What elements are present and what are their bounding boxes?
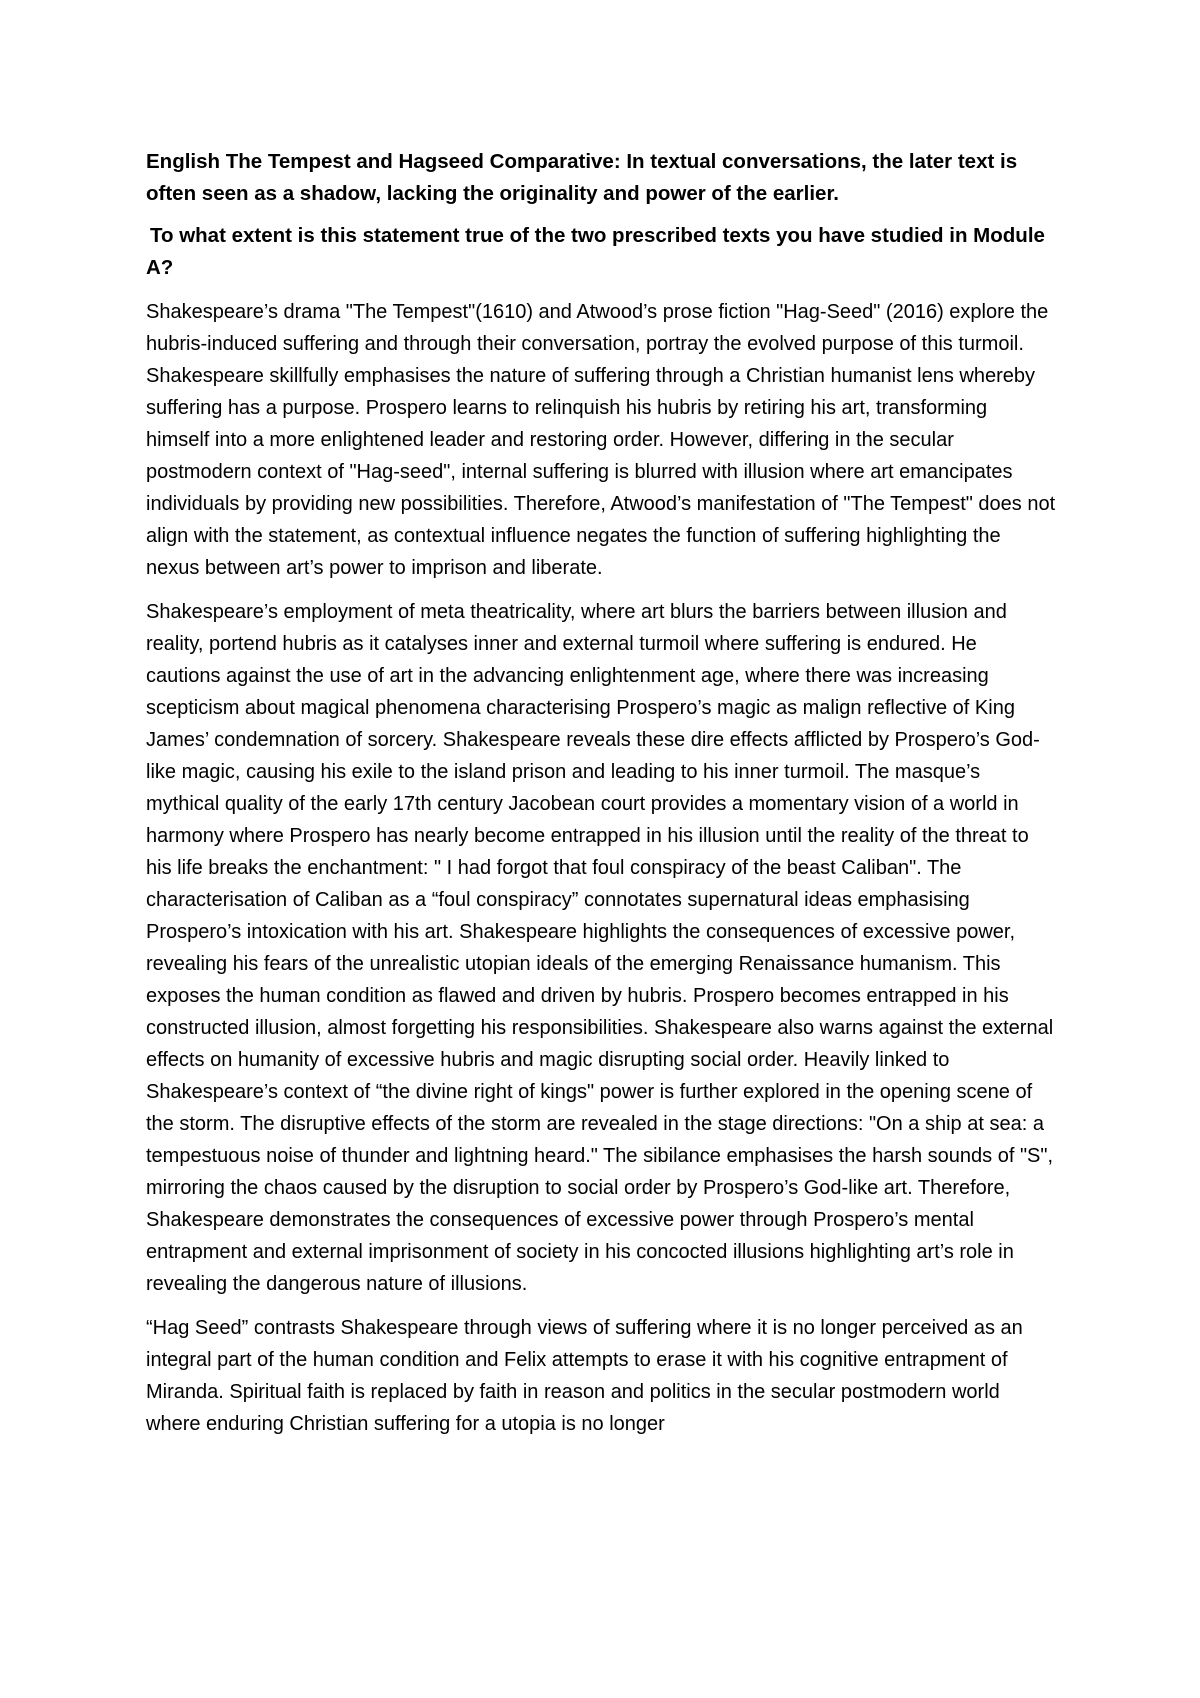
- document-body: [146, 146, 1056, 1452]
- paragraph-introduction: Shakespeare’s drama "The Tempest"(1610) and Atwood’s prose fiction "Hag-Seed" (2016) explore the hubris-induced suffering and through their conversation, portray the evolved purpose of this turmoil. Shakespeare skillfully emphasises the nature of suffering through a Christian humanist lens whereby suffering has a purpose. Prospero learns to relinquish his hubris by retiring his art, transforming himself into a more enlightened leader and restoring order. However, differing in the secular postmodern context of "Hag-seed", internal suffering is blurred with illusion where art emancipates individuals by providing new possibilities. Therefore, Atwood’s manifestation of "The Tempest" does not align with the statement, as contextual influence negates the function of suffering highlighting the nexus between art’s power to imprison and liberate.: [146, 301, 1056, 579]
- essay-heading: English The Tempest and Hagseed Comparative: In textual conversations, the later text is often seen as a shadow, lacking the originality and power of the earlier.: [146, 150, 1018, 205]
- paragraph-tempest-analysis: Shakespeare’s employment of meta theatricality, where art blurs the barriers between illusion and reality, portend hubris as it catalyses inner and external turmoil where suffering is endured. He cautions against the use of art in the advancing enlightenment age, where there was increasing scepticism about magical phenomena characterising Prospero’s magic as malign reflective of King James’ condemnation of sorcery. Shakespeare reveals these dire effects afflicted by Prospero’s God-like magic, causing his exile to the island prison and leading to his inner turmoil. The masque’s mythical quality of the early 17th century Jacobean court provides a momentary vision of a world in harmony where Prospero has nearly become entrapped in his illusion until the reality of the threat to his life breaks the enchantment: " I had forgot that foul conspiracy of the beast Caliban". The characterisation of Caliban as a “foul conspiracy” connotates supernatural ideas emphasising Prospero’s intoxication with his art. Shakespeare highlights the consequences of excessive power, revealing his fears of the unrealistic utopian ideals of the emerging Renaissance humanism. This exposes the human condition as flawed and driven by hubris. Prospero becomes entrapped in his constructed illusion, almost forgetting his responsibilities. Shakespeare also warns against the external effects on humanity of excessive hubris and magic disrupting social order. Heavily linked to Shakespeare’s context of “the divine right of kings" power is further explored in the opening scene of the storm. The disruptive effects of the storm are revealed in the stage directions: "On a ship at sea: a tempestuous noise of thunder and lightning heard." The sibilance emphasises the harsh sounds of "S", mirroring the chaos caused by the disruption to social order by Prospero’s God-like art. Therefore, Shakespeare demonstrates the consequences of excessive power through Prospero’s mental entrapment and external imprisonment of society in his concocted illusions highlighting art’s role in revealing the dangerous nature of illusions.: [146, 601, 1054, 1295]
- essay-question: To what extent is this statement true of the two prescribed texts you have studied in Module A?: [146, 224, 1045, 279]
- paragraph-hagseed-analysis: “Hag Seed” contrasts Shakespeare through views of suffering where it is no longer perceived as an integral part of the human condition and Felix attempts to erase it with his cognitive entrapment of Miranda. Spiritual faith is replaced by faith in reason and politics in the secular postmodern world where enduring Christian suffering for a utopia is no longer: [146, 1317, 1023, 1435]
